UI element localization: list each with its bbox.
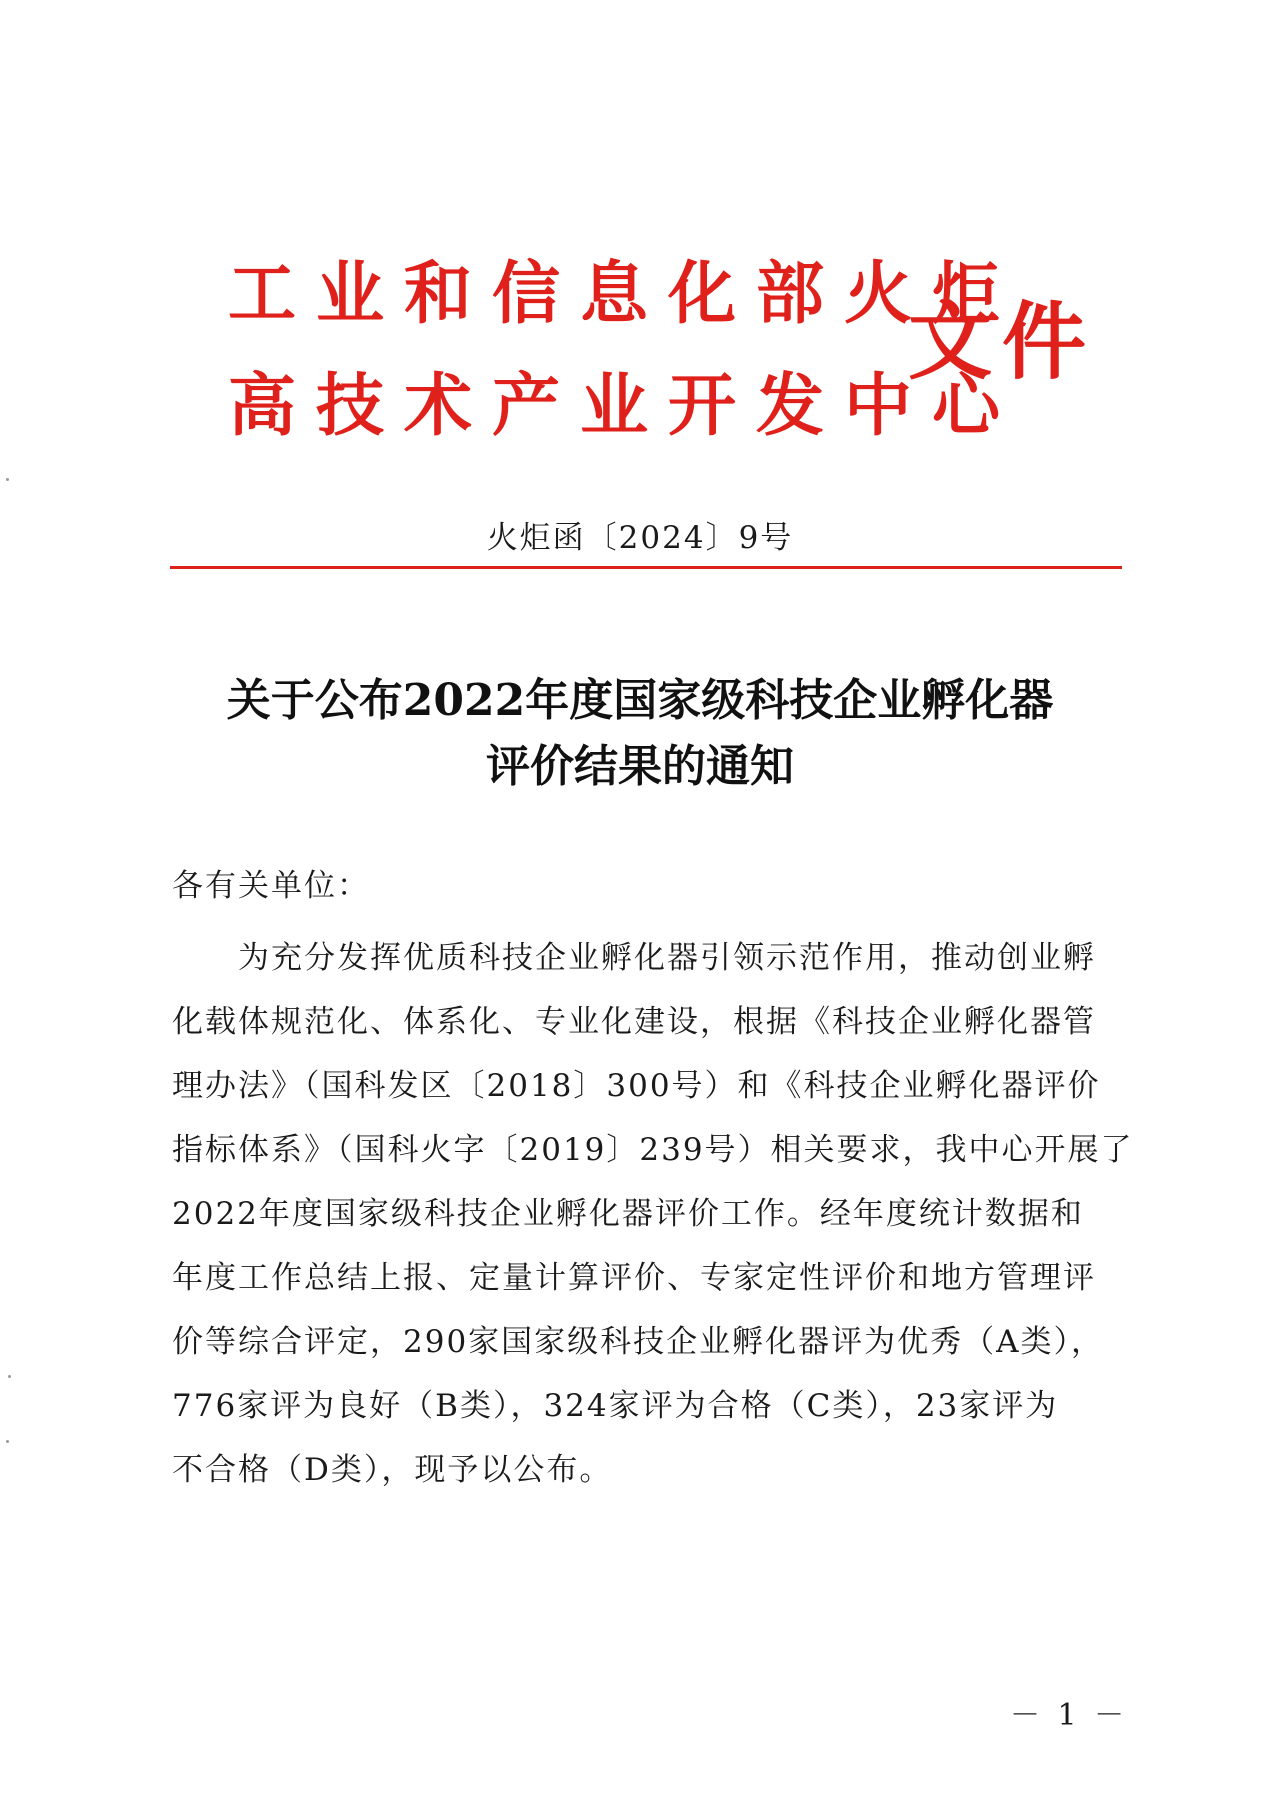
body-line: 理办法》（国科发区〔2018〕300号）和《科技企业孵化器评价 (172, 1068, 1101, 1104)
title-line-2: 评价结果的通知 (486, 741, 794, 792)
document-number: 火炬函〔2024〕9号 (486, 520, 794, 556)
scan-artifact (6, 478, 9, 481)
scan-artifact (8, 1375, 11, 1378)
body-line: 776家评为良好（B类），324家评为合格（C类），23家评为 (172, 1388, 1059, 1424)
document-title (0, 668, 1280, 800)
salutation: 各有关单位： (172, 868, 370, 904)
body-line: 2022年度国家级科技企业孵化器评价工作。经年度统计数据和 (172, 1196, 1084, 1232)
red-divider-rule (170, 566, 1122, 569)
body-line: 指标体系》（国科火字〔2019〕239号）相关要求，我中心开展了 (172, 1132, 1134, 1168)
page-number: － 1 － (1010, 1698, 1129, 1733)
title-line-1: 关于公布2022年度国家级科技企业孵化器 (226, 675, 1054, 726)
scan-artifact (6, 1440, 9, 1443)
body-line: 价等综合评定，290家国家级科技企业孵化器评为优秀（A类）， (172, 1324, 1105, 1360)
masthead-line-2: 高技术产业开发中心 (228, 366, 1021, 446)
body-paragraph (172, 926, 1134, 1502)
body-line: 化载体规范化、体系化、专业化建设，根据《科技企业孵化器管 (172, 1004, 1096, 1040)
body-line: 不合格（D类），现予以公布。 (172, 1452, 613, 1488)
masthead-suffix: 文件 (908, 292, 1097, 391)
body-line: 为充分发挥优质科技企业孵化器引领示范作用，推动创业孵 (172, 940, 1096, 976)
body-line: 年度工作总结上报、定量计算评价、专家定性评价和地方管理评 (172, 1260, 1096, 1296)
masthead-line-1: 工业和信息化部火炬 (228, 254, 1021, 334)
